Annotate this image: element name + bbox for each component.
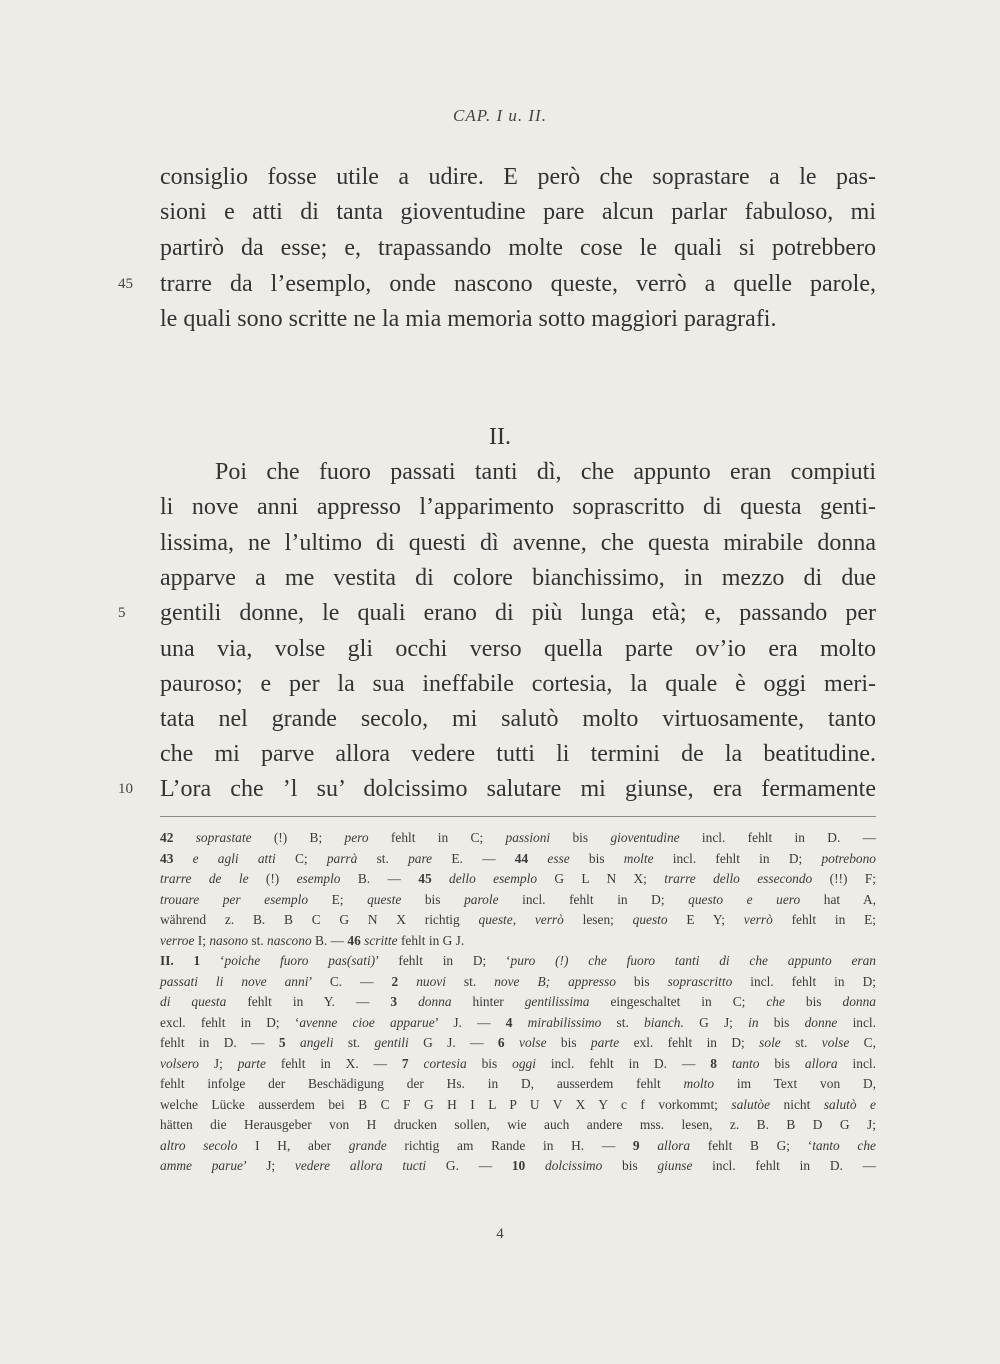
footnote-line (160, 890, 876, 910)
text-line: trarre da l’esemplo, onde nascono queste, verrò a quelle parole, (160, 271, 876, 297)
footnote-line (160, 1074, 876, 1094)
footnote-text: welche Lücke ausserdem bei B C F G H I L P U V X Y c f vorkommt; (160, 1097, 732, 1112)
line-number: 10 (118, 781, 133, 797)
footnote-lemma: bianch. (644, 1015, 684, 1030)
footnote-line (160, 972, 876, 992)
footnote-lemma: molto (683, 1076, 715, 1091)
footnote-text: incl. fehlt in D. — (535, 1056, 711, 1071)
footnote-lemma: queste, verrò (478, 912, 564, 927)
footnote-lemma: parte (590, 1035, 620, 1050)
footnote-lemma: questo e uero (688, 892, 801, 907)
footnote-text: G J. — (408, 1035, 498, 1050)
footnote-ref: 7 (401, 1056, 409, 1071)
footnote-text: C; (275, 851, 327, 866)
footnote-lemma: trouare per esemplo (160, 892, 309, 907)
footnote-text: ‘ (200, 953, 225, 968)
footnote-lemma: avenne cioe apparue (299, 1015, 435, 1030)
footnote-text: ’ C. — (308, 974, 392, 989)
footnote-lemma: in (748, 1015, 759, 1030)
footnote-text (173, 851, 192, 866)
footnote-text: bis (602, 1158, 658, 1173)
footnote-text: hätten die Herausgeber von H drucken sollen, wie auch andere mss. lesen, z. B. B D G J; (160, 1117, 876, 1132)
footnote-ref: 2 (391, 974, 399, 989)
page-number: 4 (496, 1226, 504, 1242)
footnote-lemma: nuovi (416, 974, 446, 989)
footnote-lemma: volse (519, 1035, 547, 1050)
footnote-text: incl. fehlt in D; (732, 974, 876, 989)
footnote-text: lesen; (563, 912, 633, 927)
footnote-text: st. (333, 1035, 375, 1050)
footnote-text: (!!) F; (812, 871, 876, 886)
footnote-text: (!) (248, 871, 297, 886)
footnote-lemma: allora (657, 1138, 691, 1153)
footnote-text: fehlt in G J. (397, 933, 465, 948)
footnote-text: st. (248, 933, 268, 948)
footnote-lemma: volse (821, 1035, 850, 1050)
footnote-lemma: nasono (209, 933, 249, 948)
footnote-ref: 5 (278, 1035, 286, 1050)
footnote-lemma: esemplo (296, 871, 341, 886)
footnote-ref: 3 (390, 994, 398, 1009)
footnote-text (173, 830, 195, 845)
footnote-lemma: passioni (505, 830, 551, 845)
footnote-ref: 10 (511, 1158, 526, 1173)
footnote-line (160, 1054, 876, 1074)
footnote-lemma: sole (759, 1035, 781, 1050)
footnote-text: fehlt in X. — (265, 1056, 402, 1071)
footnote-line (160, 849, 876, 869)
footnote-lemma: pare (408, 851, 433, 866)
footnote-lemma: grande (348, 1138, 387, 1153)
footnote-lemma: salutò e (823, 1097, 876, 1112)
footnote-text: (!) B; (251, 830, 345, 845)
footnote-text: während z. B. B C G N X richtig (160, 912, 479, 927)
line-number: 5 (118, 605, 126, 621)
footnote-lemma: parole (464, 892, 499, 907)
footnote-text (286, 1035, 300, 1050)
footnote-text: hinter (451, 994, 525, 1009)
footnote-text: fehlt in C; (368, 830, 506, 845)
footnote-text: G. — (426, 1158, 512, 1173)
footnote-lemma: donna (418, 994, 452, 1009)
footnote-ref: 8 (710, 1056, 717, 1071)
footnote-text: incl. fehlt in D; (653, 851, 822, 866)
footnote-lemma: pero (344, 830, 369, 845)
footnote-line (160, 1136, 876, 1156)
footnote-lemma: dolcissimo (545, 1158, 603, 1173)
footnote-text (409, 1056, 424, 1071)
footnote-lemma: altro secolo (160, 1138, 238, 1153)
text-line: partirò da esse; e, trapassando molte cose le quali si potrebbero (160, 235, 876, 261)
footnote-text: incl. fehlt in D. — (679, 830, 877, 845)
footnote-text (398, 974, 416, 989)
footnote-line (160, 1156, 876, 1176)
footnote-lemma: passati li nove anni (160, 974, 309, 989)
footnote-lemma: amme parue (160, 1158, 243, 1173)
footnote-text: bis (759, 1056, 805, 1071)
footnote-lemma: soprascritto (667, 974, 733, 989)
text-line: le quali sono scritte ne la mia memoria sotto maggiori paragrafi. (160, 306, 777, 332)
footnote-text: hat A, (800, 892, 876, 907)
footnote-ref: 45 (418, 871, 432, 886)
footnote-line (160, 869, 876, 889)
footnote-text: incl. (837, 1056, 876, 1071)
footnote-line (160, 1115, 876, 1135)
footnote-text: C, (849, 1035, 876, 1050)
footnote-lemma: gioventudine (610, 830, 680, 845)
text-line: li nove anni appresso l’apparimento soprascritto di questa genti- (160, 494, 876, 520)
footnote-text: st. (357, 851, 409, 866)
footnote-ref: 44 (514, 851, 529, 866)
footnote-text: bis (546, 1035, 591, 1050)
footnote-text: ’ fehlt in D; ‘ (375, 953, 511, 968)
footnote-ref: 42 (160, 830, 174, 845)
footnote-lemma: che (766, 994, 785, 1009)
footnote-line (160, 931, 876, 951)
footnote-text: J; (198, 1056, 238, 1071)
line-number: 45 (118, 276, 133, 292)
footnote-text: fehlt B G; ‘ (690, 1138, 813, 1153)
footnote-lemma: verrò (743, 912, 773, 927)
text-line: pauroso; e per la sua ineffabile cortesia, la quale è oggi meri- (160, 671, 876, 697)
footnote-lemma: allora (804, 1056, 838, 1071)
footnote-text: bis (615, 974, 668, 989)
footnote-text: ’ J; (242, 1158, 295, 1173)
footnote-lemma: trarre de le (160, 871, 249, 886)
footnote-text: st. (780, 1035, 822, 1050)
footnote-text: bis (569, 851, 624, 866)
text-line: che mi parve allora vedere tutti li termini de la beatitudine. (160, 741, 876, 767)
footnote-lemma: oggi (512, 1056, 536, 1071)
running-head: CAP. I u. II. (453, 106, 547, 125)
footnote-line (160, 828, 876, 848)
footnote-text: G L N X; (537, 871, 665, 886)
footnote-text: fehlt in E; (772, 912, 876, 927)
footnote-text: exl. fehlt in D; (619, 1035, 760, 1050)
footnote-text: I H, aber (237, 1138, 349, 1153)
footnote-ref: 43 (160, 851, 174, 866)
footnote-lemma: gentili (374, 1035, 409, 1050)
footnote-text: bis (401, 892, 465, 907)
footnote-ref: 6 (497, 1035, 505, 1050)
text-line: sioni e atti di tanta gioventudine pare alcun parlar fabuloso, mi (160, 199, 876, 225)
footnote-text: im Text von D, (714, 1076, 876, 1091)
footnote-text: bis (758, 1015, 805, 1030)
footnote-lemma: trarre dello essecondo (664, 871, 813, 886)
text-line: apparve a me vestita di colore bianchissimo, in mezzo di due (160, 565, 876, 591)
text-line: tata nel grande secolo, mi salutò molto virtuosamente, tanto (160, 706, 876, 732)
footnote-text (505, 1035, 519, 1050)
footnote-text: I; (194, 933, 210, 948)
footnote-line (160, 1033, 876, 1053)
footnote-lemma: salutòe (731, 1097, 771, 1112)
footnote-lemma: e agli atti (192, 851, 276, 866)
footnote-lemma: verroe (160, 933, 195, 948)
footnote-lemma: molte (623, 851, 654, 866)
footnote-ref: 9 (632, 1138, 640, 1153)
text-line: L’ora che ’l su’ dolcissimo salutare mi giunse, era fermamente (160, 776, 876, 802)
footnote-text: incl. fehlt in D; (498, 892, 689, 907)
footnote-text: nicht (770, 1097, 824, 1112)
footnote-lemma: dello esemplo (449, 871, 538, 886)
footnote-text (640, 1138, 658, 1153)
text-line: lissima, ne l’ultimo di questi dì avenne, che questa mirabile donna (160, 530, 876, 556)
footnote-lemma: volsero (160, 1056, 199, 1071)
footnote-line (160, 1013, 876, 1033)
footnote-text (432, 871, 449, 886)
footnote-line (160, 951, 876, 971)
footnote-text: eingeschaltet in C; (589, 994, 767, 1009)
footnote-lemma: questo (632, 912, 668, 927)
footnote-lemma: gentilissima (524, 994, 590, 1009)
footnote-text (717, 1056, 732, 1071)
footnote-lemma: giunse (657, 1158, 693, 1173)
footnote-text (397, 994, 418, 1009)
footnote-lemma: angeli (300, 1035, 334, 1050)
footnote-lemma: queste (367, 892, 402, 907)
footnote-lemma: tanto che (812, 1138, 876, 1153)
footnote-lemma: puro (!) che fuoro tanti di che appunto eran (510, 953, 876, 968)
footnote-lemma: parrà (326, 851, 358, 866)
footnote-text: B. — (340, 871, 419, 886)
footnote-lemma: donne (804, 1015, 838, 1030)
footnote-lemma: mirabilissimo (527, 1015, 602, 1030)
footnote-divider (160, 816, 876, 817)
text-line: una via, volse gli occhi verso quella parte ov’io era molto (160, 636, 876, 662)
footnote-lemma: soprastate (195, 830, 252, 845)
footnote-ref: 46 (347, 933, 361, 948)
footnote-text: st. (601, 1015, 645, 1030)
footnote-text: fehlt in Y. — (226, 994, 391, 1009)
footnote-text: bis (784, 994, 843, 1009)
footnote-text (512, 1015, 527, 1030)
footnote-text (528, 851, 547, 866)
footnote-text: B. — (311, 933, 348, 948)
footnote-ref: 4 (505, 1015, 513, 1030)
footnote-lemma: potrebono (821, 851, 876, 866)
footnote-text: richtig am Rande in H. — (386, 1138, 633, 1153)
footnote-text: ’ J. — (434, 1015, 506, 1030)
footnote-lemma: di questa (160, 994, 227, 1009)
section-heading: II. (489, 424, 511, 450)
footnote-lemma: parte (237, 1056, 266, 1071)
footnote-text: E Y; (667, 912, 744, 927)
footnote-text: incl. fehlt in D. — (692, 1158, 877, 1173)
footnote-text: excl. fehlt in D; ‘ (160, 1015, 300, 1030)
footnote-ref: II. 1 (160, 953, 201, 968)
footnote-line (160, 1095, 876, 1115)
text-line: gentili donne, le quali erano di più lunga età; e, passando per (160, 600, 876, 626)
footnote-text: E; (308, 892, 368, 907)
footnote-lemma: cortesia (423, 1056, 467, 1071)
footnote-text: st. (445, 974, 495, 989)
text-line: consiglio fosse utile a udire. E però che soprastare a le pas- (160, 164, 876, 190)
footnote-lemma: nove B; appresso (494, 974, 616, 989)
footnote-text: incl. (837, 1015, 876, 1030)
footnote-lemma: tanto (731, 1056, 760, 1071)
footnote-text: G J; (683, 1015, 749, 1030)
footnote-lemma: vedere allora tucti (294, 1158, 427, 1173)
footnote-text: fehlt in D. — (160, 1035, 279, 1050)
footnote-text (525, 1158, 545, 1173)
footnote-lemma: esse (547, 851, 570, 866)
footnote-lemma: donna (842, 994, 876, 1009)
footnote-lemma: nascono (267, 933, 312, 948)
footnote-line (160, 910, 876, 930)
footnote-text: E. — (432, 851, 515, 866)
footnote-line (160, 992, 876, 1012)
footnote-lemma: poiche fuoro pas(sati) (224, 953, 376, 968)
footnote-text: bis (550, 830, 611, 845)
text-line: Poi che fuoro passati tanti dì, che appunto eran compiuti (215, 459, 876, 485)
footnote-lemma: scritte (364, 933, 398, 948)
footnote-text: bis (466, 1056, 513, 1071)
footnote-text: fehlt infolge der Beschädigung der Hs. in D, ausserdem fehlt (160, 1076, 684, 1091)
